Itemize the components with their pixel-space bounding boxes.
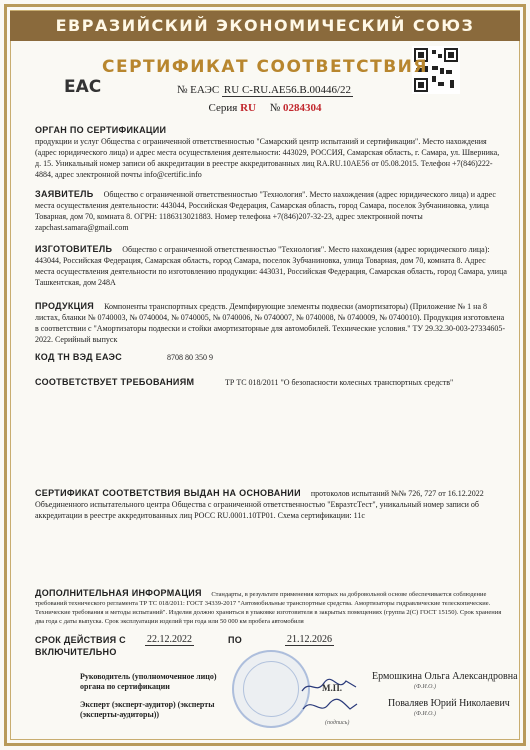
inner-frame — [10, 10, 520, 740]
basis-text: протоколов испытаний №№ 726, 727 от 16.12.2022 Объединенного испытательного центра Общества с ограниченной ответственностью "ЕвразтсТест", уникальный номер записи об аккредитации в реестре аккредитованных лиц РОСС RU.0001.10ТР01. Схема сертификации: 11с — [35, 489, 484, 520]
section-manufacturer — [35, 243, 507, 288]
manufacturer-text: Общество с ограниченной ответственностью "Технология". Место нахождения (адрес юридического лица): 443044, Российская Федерация, Самарская область, город Самара, поселок Зубчаниновка, улица Товарная, дом 70, комната 8. Адрес места осуществления деятельности по изготовлению продукции: 443031, Российская Федерация, Самарская область, город Самара, улица Ташкентская, дом 248А — [35, 245, 507, 287]
head-name-caption: (Ф.И.О.) — [414, 684, 436, 690]
additional-text: Стандарты, в результате применения которых на добровольной основе обеспечивается соблюдение требований технического регламента ТР ТС 018/2011: ГОСТ 34339-2017 "Автомобильные транспортные средства. Амортизаторы гидравлические телескопические. Технические требования и методы испытаний". Изделия должно храниться в упаковке изготовителя в закрытых помещениях (группа 2(С) ГОСТ 15150). Срок хранения два года с даты выпуска. Срок эксплуатации изделий три года или 50 000 км пробега автомобиля — [35, 591, 502, 625]
organ-heading: ОРГАН ПО СЕРТИФИКАЦИИ — [35, 125, 167, 135]
head-name: Ермошкина Ольга Александровна — [372, 671, 518, 682]
product-text: Компоненты транспортных средств. Демпфирующие элементы подвески (амортизаторы) (Приложение № 1 на 8 листах, бланки № 0740003, № 0740004, № 0740005, № 0740006, № 0740007, № 0740008, № 0740009, № 0740010). Продукция изготовлена в соответствии с "Амортизаторы подвески и стойки амортизаторные для автомобилей. Технические условия." ТУ 29.32.30-003-27334605-2022. Серийный выпуск — [35, 302, 506, 344]
section-applicant — [35, 188, 507, 233]
section-compliance — [35, 376, 507, 388]
compliance-heading: СООТВЕТСТВУЕТ ТРЕБОВАНИЯМ — [35, 377, 195, 387]
expert-name: Поваляев Юрий Николаевич — [388, 698, 510, 709]
section-tnved — [35, 351, 507, 363]
validity-to: 21.12.2026 — [287, 634, 332, 645]
section-organ — [35, 124, 507, 180]
validity-heading-2: ВКЛЮЧИТЕЛЬНО — [35, 647, 117, 657]
organ-text: продукции и услуг Общества с ограниченной ответственностью "Самарский центр испытаний и сертификации". Место нахождения (адрес юридического лица) и адрес места осуществления деятельности: 443029, РОССИЯ, Самарская область, г. Самара, ул. Шверника, д. 15. Уникальный номер записи об аккредитации в реестре аккредитованных лиц RA.RU.10АЕ56 от 05.08.2015. Телефон +7(846)222-4884, адрес электронной почты info@certific.info — [35, 137, 500, 179]
section-basis — [35, 487, 507, 521]
tnved-heading: КОД ТН ВЭД ЕАЭС — [35, 352, 123, 362]
blank-serie — [100, 102, 430, 114]
reg-number: RU С-RU.АЕ56.В.00446/22 — [223, 84, 352, 96]
applicant-heading: ЗАЯВИТЕЛЬ — [35, 189, 94, 199]
registration-number — [100, 84, 430, 97]
blank-prefix: № — [269, 102, 281, 114]
reg-prefix: № ЕАЭС — [176, 84, 220, 96]
certificate-title: СЕРТИФИКАТ СООТВЕТСТВИЯ — [101, 57, 428, 77]
additional-heading: ДОПОЛНИТЕЛЬНАЯ ИНФОРМАЦИЯ — [35, 588, 202, 598]
serie-value: RU — [240, 102, 256, 114]
expert-name-caption: (Ф.И.О.) — [414, 711, 436, 717]
validity-to-label: ПО — [228, 635, 243, 645]
tnved-value: 8708 80 350 9 — [167, 353, 213, 362]
validity-heading-1: СРОК ДЕЙСТВИЯ С — [35, 635, 126, 645]
head-signatory-label: Руководитель (уполномоченное лицо) органа по сертификации — [80, 672, 217, 691]
union-banner: ЕВРАЗИЙСКИЙ ЭКОНОМИЧЕСКИЙ СОЮЗ — [10, 11, 520, 41]
expert-label: Эксперт (эксперт-аудитор) (эксперты (эксперты-аудиторы)) — [80, 700, 215, 719]
section-product — [35, 300, 507, 345]
applicant-text: Общество с ограниченной ответственностью "Технология". Место нахождения (адрес юридического лица) и адрес места осуществления деятельности: 443044, Российская Федерация, Самарская область, город Самара, поселок Зубчаниновка, улица Товарная, дом 70, комната 8. ОГРН: 1186313021883. Номер телефона +7(846)207-32-23, адрес электронной почты zapchast.samara@gmail.com — [35, 190, 496, 232]
eac-logo: ЕАС — [64, 77, 102, 97]
validity-from: 22.12.2022 — [147, 634, 192, 645]
blank-number: 0284304 — [282, 102, 322, 114]
manufacturer-heading: ИЗГОТОВИТЕЛЬ — [35, 244, 113, 254]
serie-label: Серия — [208, 102, 238, 114]
basis-heading: СЕРТИФИКАТ СООТВЕТСТВИЯ ВЫДАН НА ОСНОВАНИИ — [35, 488, 301, 498]
compliance-value: ТР ТС 018/2011 "О безопасности колесных транспортных средств" — [225, 378, 454, 387]
expert-signature-icon — [300, 695, 360, 717]
product-heading: ПРОДУКЦИЯ — [35, 301, 95, 311]
certification-seal — [232, 650, 310, 728]
stamp-place: М.П. — [322, 683, 342, 693]
expert-sign-caption: (подпись) — [325, 720, 350, 726]
section-additional — [35, 587, 507, 626]
